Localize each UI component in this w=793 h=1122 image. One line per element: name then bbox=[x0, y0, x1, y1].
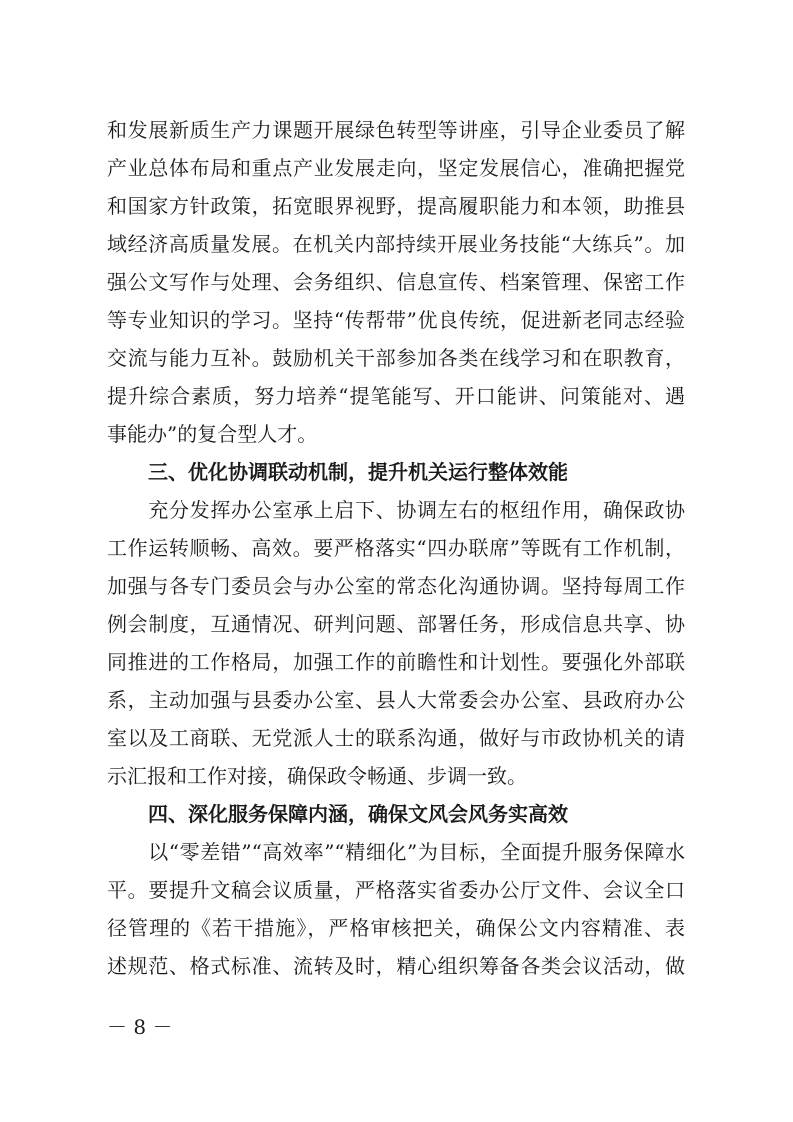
body-line: 产业总体布局和重点产业发展走向，坚定发展信心，准确把握党 bbox=[107, 156, 685, 180]
body-line: 等专业知识的学习。坚持“传帮带”优良传统，促进新老同志经验 bbox=[107, 308, 685, 332]
body-line: 充分发挥办公室承上启下、协调左右的枢纽作用，确保政协 bbox=[107, 498, 685, 522]
body-line: 述规范、格式标准、流转及时，精心组织筹备各类会议活动，做 bbox=[107, 954, 685, 978]
body-line: 径管理的《若干措施》，严格审核把关，确保公文内容精准、表 bbox=[107, 916, 685, 940]
body-line: 和国家方针政策，拓宽眼界视野，提高履职能力和本领，助推县 bbox=[107, 194, 685, 218]
body-line: 交流与能力互补。鼓励机关干部参加各类在线学习和在职教育， bbox=[107, 346, 685, 370]
body-line: 强公文写作与处理、会务组织、信息宣传、档案管理、保密工作 bbox=[107, 270, 685, 294]
section-heading-4: 四、深化服务保障内涵，确保文风会风务实高效 bbox=[148, 802, 568, 826]
section-heading-3: 三、优化协调联动机制，提升机关运行整体效能 bbox=[148, 460, 568, 484]
body-line: 系，主动加强与县委办公室、县人大常委会办公室、县政府办公 bbox=[107, 688, 685, 712]
body-line: 提升综合素质，努力培养“提笔能写、开口能讲、问策能对、遇 bbox=[107, 384, 685, 408]
body-line: 域经济高质量发展。在机关内部持续开展业务技能“大练兵”。加 bbox=[107, 232, 685, 256]
body-line: 示汇报和工作对接，确保政令畅通、步调一致。 bbox=[107, 764, 527, 788]
body-line: 以“零差错”“高效率”“精细化”为目标，全面提升服务保障水 bbox=[107, 840, 685, 864]
body-line: 例会制度，互通情况、研判问题、部署任务，形成信息共享、协 bbox=[107, 612, 685, 636]
body-line: 室以及工商联、无党派人士的联系沟通，做好与市政协机关的请 bbox=[107, 726, 685, 750]
body-line: 平。要提升文稿会议质量，严格落实省委办公厅文件、会议全口 bbox=[107, 878, 685, 902]
body-line: 加强与各专门委员会与办公室的常态化沟通协调。坚持每周工作 bbox=[107, 574, 685, 598]
body-line: 工作运转顺畅、高效。要严格落实“四办联席”等既有工作机制， bbox=[107, 536, 685, 560]
body-line: 同推进的工作格局，加强工作的前瞻性和计划性。要强化外部联 bbox=[107, 650, 685, 674]
body-line: 事能办”的复合型人才。 bbox=[107, 422, 318, 446]
body-line: 和发展新质生产力课题开展绿色转型等讲座，引导企业委员了解 bbox=[107, 118, 685, 142]
page-number: － 8 － bbox=[107, 1015, 173, 1039]
